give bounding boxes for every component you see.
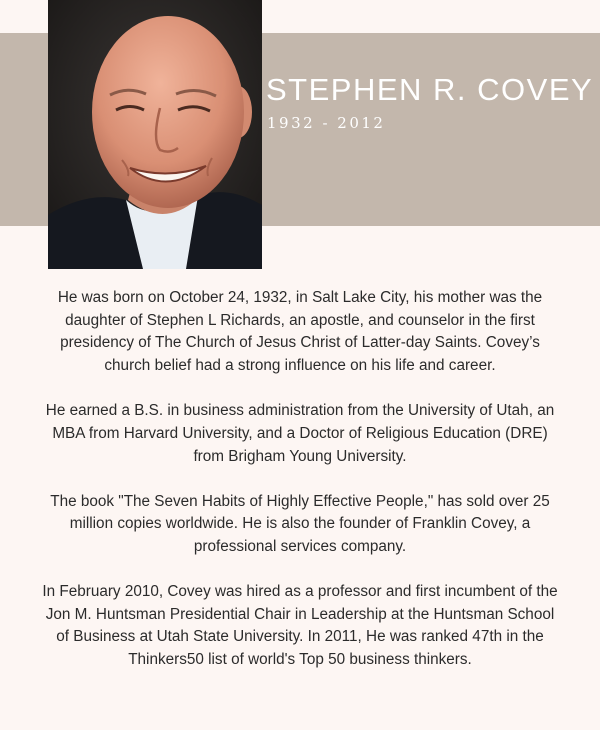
life-years: 1932 - 2012 bbox=[267, 114, 386, 132]
portrait-photo bbox=[48, 0, 262, 269]
bio-paragraph-2: He earned a B.S. in business administration from the University of Utah, an MBA from Harvard University, and a Doctor of Religious Education (DRE) from Brigham Young University. bbox=[45, 402, 555, 465]
biography bbox=[40, 287, 560, 672]
person-name: STEPHEN R. COVEY bbox=[266, 72, 594, 107]
bio-paragraph-1: He was born on October 24, 1932, in Salt Lake City, his mother was the daughter of Stephen L Richards, an apostle, and counselor in the first presidency of The Church of Jesus Christ of Latter-day Saints. Covey’s church belief had a strong influence on his life and career. bbox=[57, 289, 543, 375]
bio-paragraph-3: The book "The Seven Habits of Highly Effective People," has sold over 25 million copies worldwide. He is also the founder of Franklin Covey, a professional services company. bbox=[50, 492, 550, 555]
bio-paragraph-4: In February 2010, Covey was hired as a professor and first incumbent of the Jon M. Huntsman Presidential Chair in Leadership at the Huntsman School of Business at Utah State University. In 2011, He was ranked 47th in the Thinkers50 list of world's Top 50 business thinkers. bbox=[42, 582, 558, 669]
